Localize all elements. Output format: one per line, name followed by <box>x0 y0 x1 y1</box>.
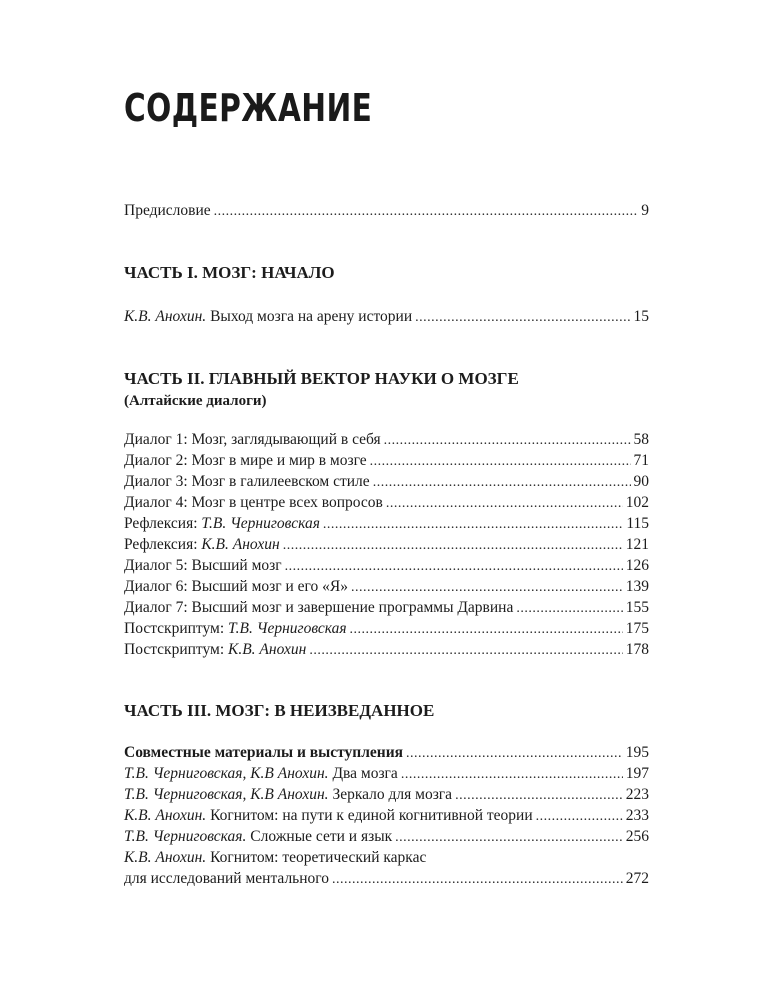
page-number: 71 <box>633 452 649 469</box>
leader-dots <box>406 743 623 764</box>
toc-entry-multiline-first[interactable] <box>124 847 649 868</box>
page-number: 126 <box>625 557 649 574</box>
page-number: 256 <box>625 828 649 845</box>
toc-entry-preface[interactable] <box>124 200 649 221</box>
leader-dots <box>536 806 623 827</box>
entry-author: Т.В. Черниговская <box>228 620 347 637</box>
page-title: СОДЕРЖАНИЕ <box>124 86 373 130</box>
page-number: 139 <box>625 578 649 595</box>
entry-author: Т.В. Черниговская <box>201 515 320 532</box>
leader-dots <box>370 451 631 472</box>
leader-dots <box>323 514 623 535</box>
entry-text: Два мозга <box>328 765 398 782</box>
entry-label <box>124 555 282 576</box>
leader-dots <box>516 598 622 619</box>
entry-label: Предисловие <box>124 202 211 219</box>
leader-dots <box>401 764 623 785</box>
page-number: 178 <box>625 641 649 658</box>
entry-text: Выход мозга на арену истории <box>206 308 413 325</box>
entry-label <box>124 534 280 555</box>
toc-entry[interactable] <box>124 471 649 492</box>
part-2-entries <box>124 429 649 660</box>
entry-author: К.В. Анохин. <box>124 308 207 325</box>
page-number: 15 <box>633 308 649 325</box>
entry-label <box>124 450 367 471</box>
entry-label <box>124 429 381 450</box>
toc-entry-multiline-second[interactable] <box>124 868 649 889</box>
entry-text: Диалог 4: Мозг в центре всех вопросов <box>124 494 383 511</box>
toc-entry[interactable] <box>124 450 649 471</box>
page-number: 58 <box>633 431 649 448</box>
leader-dots <box>384 430 631 451</box>
toc-entry[interactable] <box>124 534 649 555</box>
page-number: 175 <box>625 620 649 637</box>
entry-label <box>124 492 383 513</box>
leader-dots <box>214 201 639 222</box>
toc-entry[interactable] <box>124 826 649 847</box>
page-number: 115 <box>626 515 649 532</box>
toc-entry[interactable] <box>124 805 649 826</box>
leader-dots <box>332 869 623 890</box>
toc-entry[interactable] <box>124 492 649 513</box>
entry-text: Диалог 3: Мозг в галилеевском стиле <box>124 473 370 490</box>
part-3-block <box>124 700 649 722</box>
leader-dots <box>351 577 623 598</box>
entry-author: К.В. Анохин <box>228 641 307 658</box>
entry-label <box>124 763 398 784</box>
entry-label <box>124 471 370 492</box>
entry-label <box>124 639 306 660</box>
entry-author: Т.В. Черниговская, К.В Анохин. <box>124 765 329 782</box>
page-number: 155 <box>625 599 649 616</box>
entry-text: Диалог 5: Высший мозг <box>124 557 282 574</box>
entry-author: К.В. Анохин. <box>124 849 207 866</box>
entry-label: Совместные материалы и выступления <box>124 744 404 761</box>
entry-author: К.В. Анохин. <box>124 807 207 824</box>
entry-text: Когнитом: на пути к единой когнитивной теории <box>206 807 533 824</box>
page-number: 195 <box>625 744 649 761</box>
toc-entry[interactable] <box>124 429 649 450</box>
entry-text: Зеркало для мозга <box>328 786 453 803</box>
leader-dots <box>395 827 623 848</box>
entry-text: Диалог 7: Высший мозг и завершение программы Дарвина <box>124 599 514 616</box>
entry-text: Рефлексия: <box>124 515 202 532</box>
entry-label <box>124 618 347 639</box>
part-subheading: (Алтайские диалоги) <box>124 393 267 409</box>
entry-label <box>124 306 412 327</box>
entry-label <box>124 513 320 534</box>
page-number: 9 <box>641 202 649 219</box>
part-3-list <box>124 763 649 847</box>
page-number: 223 <box>625 786 649 803</box>
entry-label <box>124 826 392 847</box>
part-heading: ЧАСТЬ II. ГЛАВНЫЙ ВЕКТОР НАУКИ О МОЗГЕ <box>124 369 519 388</box>
toc-entry[interactable] <box>124 763 649 784</box>
entry-text: Диалог 6: Высший мозг и его «Я» <box>124 578 348 595</box>
entry-label <box>124 805 533 826</box>
part-1-block <box>124 262 649 284</box>
part-2-block <box>124 368 649 412</box>
entry-text: Сложные сети и язык <box>246 828 393 845</box>
leader-dots <box>455 785 623 806</box>
toc-entry[interactable] <box>124 618 649 639</box>
page-number: 121 <box>625 536 649 553</box>
page-number: 102 <box>625 494 649 511</box>
entry-author: Т.В. Черниговская. <box>124 828 247 845</box>
toc-entry[interactable] <box>124 555 649 576</box>
toc-entry[interactable] <box>124 784 649 805</box>
page-number: 272 <box>625 870 649 887</box>
part-3-entries <box>124 742 649 889</box>
toc-entry[interactable] <box>124 513 649 534</box>
entry-text: Постскриптум: <box>124 620 229 637</box>
entry-text: Диалог 2: Мозг в мире и мир в мозге <box>124 452 367 469</box>
entry-label <box>124 597 513 618</box>
page-number: 197 <box>625 765 649 782</box>
entry-text: Когнитом: теоретический каркас <box>206 849 427 866</box>
leader-dots <box>386 493 623 514</box>
part-heading: ЧАСТЬ III. МОЗГ: В НЕИЗВЕДАННОЕ <box>124 701 435 720</box>
entry-author: К.В. Анохин <box>201 536 280 553</box>
preface-block <box>124 200 649 221</box>
part-1-entries <box>124 306 649 327</box>
entry-label: для исследований ментального <box>124 870 330 887</box>
toc-entry[interactable] <box>124 597 649 618</box>
entry-text: Рефлексия: <box>124 536 202 553</box>
toc-entry[interactable] <box>124 639 649 660</box>
entry-text: Диалог 1: Мозг, заглядывающий в себя <box>124 431 381 448</box>
toc-entry[interactable] <box>124 306 649 327</box>
page-number: 233 <box>625 807 649 824</box>
leader-dots <box>415 307 630 328</box>
entry-label <box>124 784 452 805</box>
toc-entry[interactable] <box>124 576 649 597</box>
leader-dots <box>285 556 623 577</box>
entry-text: Постскриптум: <box>124 641 229 658</box>
part-heading: ЧАСТЬ I. МОЗГ: НАЧАЛО <box>124 263 335 282</box>
leader-dots <box>350 619 623 640</box>
entry-label <box>124 576 348 597</box>
leader-dots <box>283 535 623 556</box>
page-number: 90 <box>633 473 649 490</box>
leader-dots <box>373 472 631 493</box>
leader-dots <box>309 640 622 661</box>
entry-author: Т.В. Черниговская, К.В Анохин. <box>124 786 329 803</box>
toc-entry-joint-materials[interactable] <box>124 742 649 763</box>
